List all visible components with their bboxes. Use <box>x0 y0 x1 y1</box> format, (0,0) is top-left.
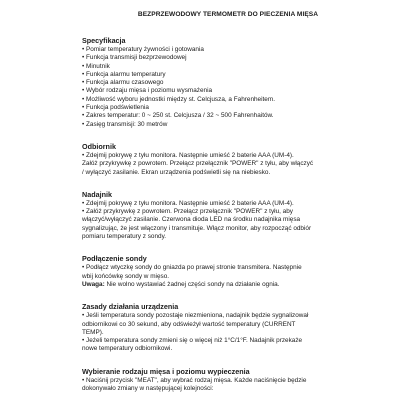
section-heading: Specyfikacja <box>82 36 126 45</box>
text-line: • Podłącz wtyczkę sondy do gniazda po prawej stronie transmitera. Następnie <box>82 264 302 272</box>
spec-line: • Pomiar temperatury żywności i gotowania <box>82 46 204 53</box>
spec-line: • Minutnik <box>82 62 110 70</box>
spec-line: • Funkcja alarmu czasowego <box>82 79 164 87</box>
section-podlaczenie-sondy <box>82 254 380 289</box>
text-line: TEMP). <box>82 328 104 336</box>
spec-line: • Funkcja transmisji bezprzewodowej <box>82 54 187 62</box>
section-specyfikacja <box>82 36 380 129</box>
spec-line: • Funkcja alarmu temperatury <box>82 70 166 78</box>
section-heading: Zasady działania urządzenia <box>82 302 179 312</box>
text-line: • Naciśnij przycisk "MEAT", aby wybrać rodzaj mięsa. Każde naciśnięcie będzie <box>82 376 307 384</box>
section-heading: Wybieranie rodzaju mięsa i poziomu wypieczenia <box>82 366 250 376</box>
section-wybieranie-miesa <box>82 367 380 394</box>
text-line: dokonywało zmiany w następującej kolejności: <box>82 385 214 393</box>
spec-line: • Zasięg transmisji: 30 metrów <box>82 120 168 128</box>
section-heading: Odbiornik <box>82 141 116 151</box>
section-zasady-dzialania <box>82 302 380 353</box>
section-odbiornik <box>82 142 380 177</box>
text-line: Załóż przykrywkę z powrotem. Przełącz przełącznik "POWER" z tyłu, aby włączyć <box>82 160 314 168</box>
text-line: wbij końcówkę sondy w mięso. <box>82 272 170 280</box>
text-line: / wyłączyć zasilanie. Ekran urządzenia podświetli się na niebiesko. <box>82 168 271 176</box>
text-line: • Załóż przykrywkę z powrotem. Przełącz przełącznik "POWER" z tyłu, aby <box>82 208 293 216</box>
text-line: • Zdejmij pokrywę z tyłu monitora. Następnie umieść 2 baterie AAA (UM-4). <box>82 199 294 207</box>
spec-line: • Możliwość wyboru jednostki między st. Celcjusza, a Fahrenheitem. <box>82 95 275 103</box>
warning-label: Uwaga: <box>82 280 105 288</box>
text-line: • Jeśli temperatura sondy pozostaje niezmieniona, nadajnik będzie sygnalizował <box>82 312 309 320</box>
section-heading: Podłączenie sondy <box>82 254 147 264</box>
text-line: sygnalizując, że jest włączony i transmituje. Włącz monitor, aby rozpocząć odbiór <box>82 224 312 232</box>
spec-line: • Funkcja podświetlenia <box>82 104 149 112</box>
text-line: nowe temperatury odbiornikowi. <box>82 345 173 353</box>
document-title: BEZPRZEWODOWY TERMOMETR DO PIECZENIA MIĘSA <box>137 11 319 18</box>
text-line: odbiornikowi co 30 sekund, aby odświeżył wartość temperatury (CURRENT <box>82 320 296 328</box>
spec-line: • Zakres temperatur: 0 ~ 250 st. Celcjusza / 32 ~ 500 Fahrenhaitów. <box>82 112 274 120</box>
section-nadajnik <box>82 190 380 241</box>
text-line: • Jeżeli temperatura sondy zmieni się o więcej niż 1°C/1°F. Nadajnik przekaże <box>82 337 303 345</box>
section-heading: Nadajnik <box>82 189 112 199</box>
text-line: • Zdejmij pokrywę z tyłu monitora. Następnie umieść 2 baterie AAA (UM-4). <box>82 151 294 159</box>
spec-line: • Wybór rodzaju mięsa i poziomu wysmażenia <box>82 87 213 95</box>
text-line: pomiaru temperatury z sondy. <box>82 233 167 241</box>
warning-line: Uwaga: Nie wolno wystawiać żadnej części sondy na działanie ognia. <box>82 280 280 288</box>
text-line: włączyć/wyłączyć zasilanie. Czerwona dioda LED na środku nadajnika mięsa <box>82 216 301 224</box>
